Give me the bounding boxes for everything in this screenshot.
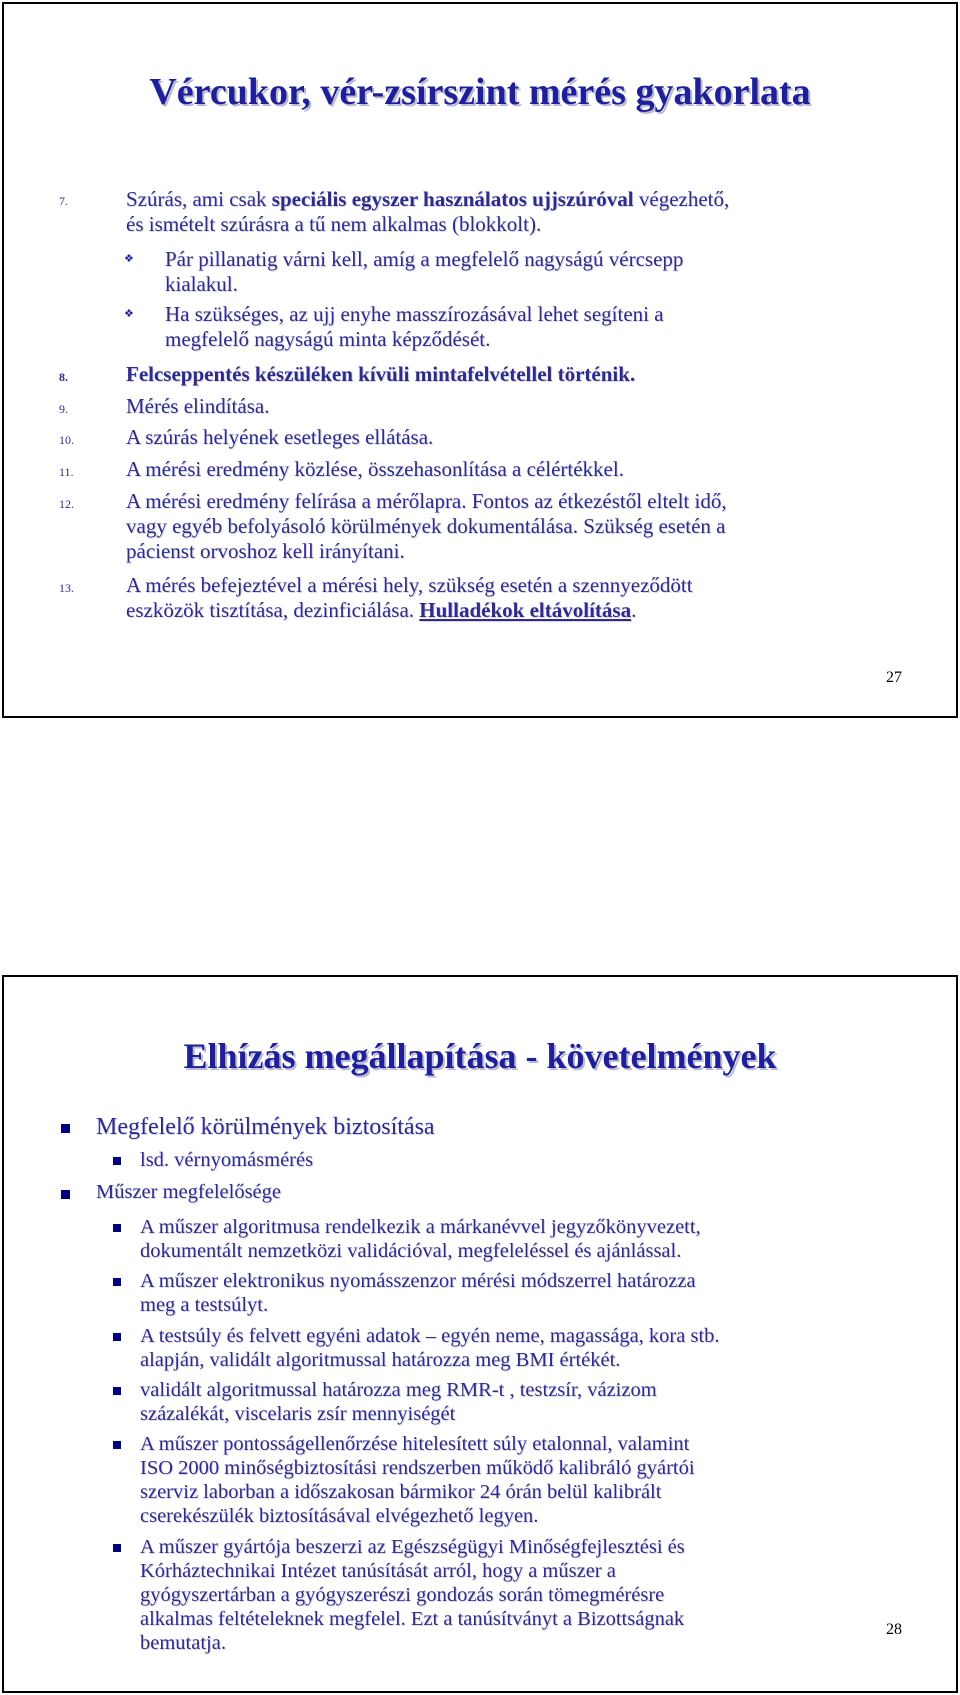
list-number-12: 12. — [59, 497, 74, 511]
square-bullet-icon — [113, 1278, 121, 1286]
diamond-bullet-icon: ❖ — [124, 253, 134, 265]
text-run: végezhető, — [633, 187, 730, 211]
list-number-8: 8. — [59, 370, 68, 384]
list-item-13-line1: A mérés befejeztével a mérési hely, szükség esetén a szennyeződött — [126, 573, 693, 597]
list-item-9: Mérés elindítása. — [126, 394, 270, 418]
sub-6-line5: bemutatja. — [140, 1632, 226, 1654]
list-item-12-line1: A mérési eredmény felírása a mérőlapra. Fontos az étkezéstől eltelt idő, — [126, 489, 727, 513]
sub-6-line2: Kórháztechnikai Intézet tanúsítását arról, hogy a műszer a — [140, 1560, 616, 1582]
square-bullet-icon — [61, 1124, 70, 1133]
sub-2-line1: A műszer elektronikus nyomásszenzor mérési módszerrel határozza — [140, 1270, 696, 1292]
page-number: 28 — [886, 1621, 902, 1638]
list-item-12-line3: pácienst orvoshoz kell irányítani. — [126, 539, 405, 563]
square-bullet-icon — [113, 1224, 121, 1232]
square-bullet-icon — [113, 1544, 121, 1552]
bullet-1-sub: lsd. vérnyomásmérés — [140, 1149, 314, 1171]
bullet-1: Megfelelő körülmények biztosítása — [96, 1114, 435, 1140]
diamond-bullet-icon: ❖ — [124, 308, 134, 320]
sub-item-1-line1: Pár pillanatig várni kell, amíg a megfelelő nagyságú vércsepp — [165, 247, 684, 271]
sub-1-line2: dokumentált nemzetközi validációval, megfeleléssel és ajánlással. — [140, 1240, 682, 1262]
list-number-9: 9. — [59, 402, 68, 416]
sub-6-line3: gyógyszertárban a gyógyszerészi gondozás során tömegmérésre — [140, 1584, 665, 1606]
sub-1-line1: A műszer algoritmusa rendelkezik a márkanévvel jegyzőkönyvezett, — [140, 1216, 701, 1238]
list-number-10: 10. — [59, 433, 74, 447]
list-item-7-line1 — [126, 187, 729, 212]
square-bullet-icon — [113, 1333, 121, 1341]
sub-6-line4: alkalmas feltételeknek megfelel. Ezt a tanúsítványt a Bizottságnak — [140, 1608, 685, 1630]
list-number-11: 11. — [59, 465, 74, 479]
sub-5-line3: szerviz laborban a időszakosan bármikor 24 órán belül kalibrált — [140, 1481, 662, 1503]
sub-item-2-line1: Ha szükséges, az ujj enyhe masszírozásával lehet segíteni a — [165, 302, 664, 326]
list-item-7-line2: és ismételt szúrásra a tű nem alkalmas (blokkolt). — [126, 212, 542, 236]
text-run-bold: Hulladékok eltávolítása — [419, 598, 632, 622]
slide-title: Elhízás megállapítása - követelmények — [183, 1036, 777, 1076]
sub-item-2-line2: megfelelő nagyságú minta képződését. — [165, 327, 491, 351]
sub-5-line4: cserekészülék biztosításával elvégezhető legyen. — [140, 1505, 539, 1527]
text-run: . — [631, 598, 637, 622]
bullet-2: Műszer megfelelősége — [96, 1181, 281, 1203]
sub-3-line2: alapján, validált algoritmussal határozza meg BMI értékét. — [140, 1349, 621, 1371]
sub-4-line1: validált algoritmussal határozza meg RMR-t , testzsír, vázizom — [140, 1379, 657, 1401]
text-run-bold: speciális egyszer használatos ujjszúróval — [271, 187, 634, 211]
slide-28 — [2, 975, 958, 1693]
square-bullet-icon — [113, 1441, 121, 1449]
sub-3-line1: A testsúly és felvett egyéni adatok – egyén neme, magassága, kora stb. — [140, 1325, 720, 1347]
square-bullet-icon — [113, 1387, 121, 1395]
slide-27 — [2, 2, 958, 718]
sub-2-line2: meg a testsúlyt. — [140, 1294, 269, 1316]
list-number-13: 13. — [59, 581, 74, 595]
square-bullet-icon — [113, 1157, 121, 1165]
sub-4-line2: százalékát, viscelaris zsír mennyiségét — [140, 1403, 456, 1425]
sub-5-line2: ISO 2000 minőségbiztosítási rendszerben működő kalibráló gyártói — [140, 1457, 695, 1479]
slide-title: Vércukor, vér-zsírszint mérés gyakorlata — [149, 71, 811, 113]
list-number-7: 7. — [59, 194, 68, 208]
sub-5-line1: A műszer pontosságellenőrzése hitelesített súly etalonnal, valamint — [140, 1433, 690, 1455]
sub-6-line1: A műszer gyártója beszerzi az Egészségügyi Minőségfejlesztési és — [140, 1536, 685, 1558]
list-item-10: A szúrás helyének esetleges ellátása. — [126, 425, 434, 449]
list-item-11: A mérési eredmény közlése, összehasonlítása a célértékkel. — [126, 457, 624, 481]
text-run: Szúrás, ami csak — [126, 187, 272, 211]
list-item-13-line2 — [126, 598, 636, 623]
text-run: eszközök tisztítása, dezinficiálása. — [126, 598, 420, 622]
page-number: 27 — [886, 669, 902, 686]
square-bullet-icon — [61, 1190, 70, 1199]
list-item-8: Felcseppentés készüléken kívüli mintafelvétellel történik. — [126, 362, 636, 386]
sub-item-1-line2: kialakul. — [165, 272, 238, 296]
list-item-12-line2: vagy egyéb befolyásoló körülmények dokumentálása. Szükség esetén a — [126, 514, 726, 538]
